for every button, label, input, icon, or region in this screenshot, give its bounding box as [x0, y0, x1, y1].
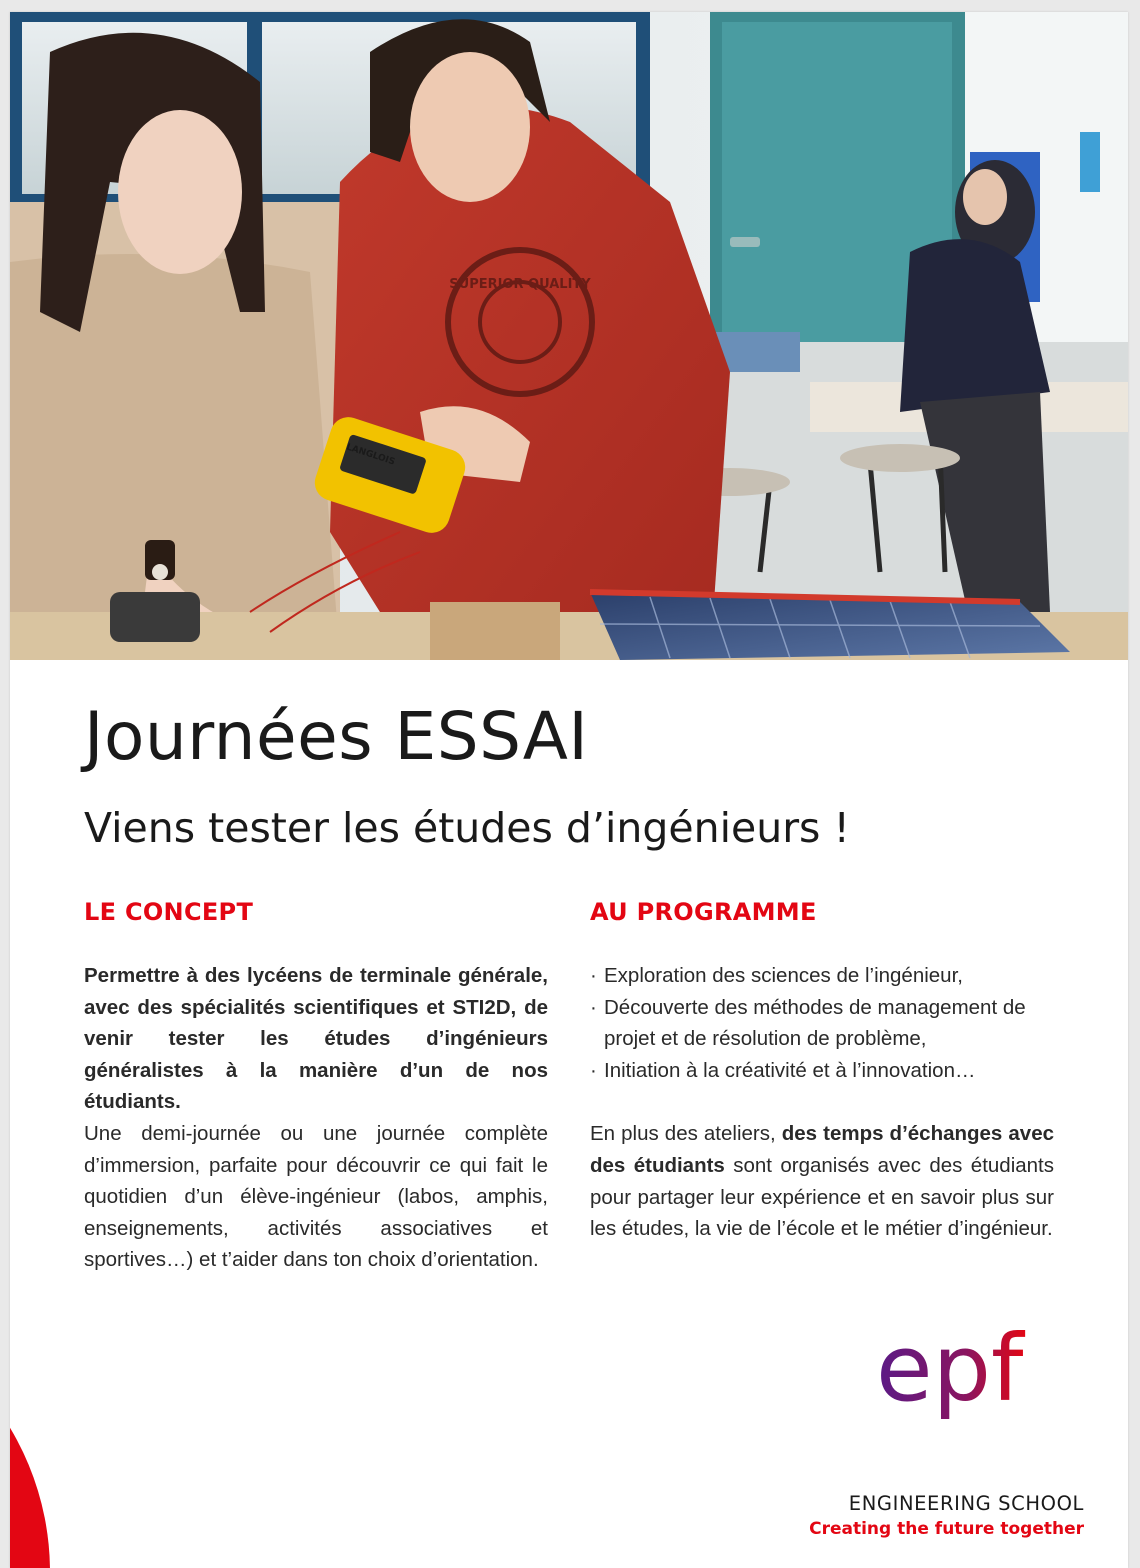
- flyer-page: [10, 12, 1128, 1568]
- programme-extra-bold: des temps d’échanges avec des étudiants: [590, 1122, 1054, 1177]
- footer-tagline: [809, 1492, 1084, 1539]
- programme-item: · Découverte des méthodes de management de projet et de résolution de problème,: [590, 992, 1054, 1055]
- page-subtitle: Viens tester les études d’ingénieurs !: [84, 804, 850, 852]
- programme-item: · Exploration des sciences de l’ingénieur,: [590, 960, 1054, 992]
- programme-extra-after: sont organisés avec des étudiants pour partager leur expérience et en savoir plus sur les études, la vie de l’école et le métier d’ingénieur.: [590, 1153, 1055, 1241]
- epf-logo-text: epf: [876, 1330, 1024, 1422]
- programme-item: · Initiation à la créativité et à l’innovation…: [590, 1055, 1054, 1087]
- concept-section: [84, 898, 548, 1276]
- robot-wheel: [110, 592, 200, 642]
- programme-extra-before: En plus des ateliers,: [590, 1122, 782, 1146]
- programme-heading: AU PROGRAMME: [590, 898, 817, 926]
- school-label: ENGINEERING SCHOOL: [848, 1492, 1084, 1515]
- programme-section: [590, 898, 1054, 1245]
- page-title: Journées ESSAI: [84, 698, 589, 775]
- school-slogan: Creating the future together: [809, 1519, 1084, 1539]
- hero-photo: [10, 12, 1128, 660]
- concept-heading: LE CONCEPT: [84, 898, 254, 926]
- multimeter-brand: LANGLOIS: [344, 442, 397, 468]
- concept-body: Une demi-journée ou une journée complète d’immersion, parfaite pour découvrir ce qui fait le quotidien d’un élève-ingénieur (labos, amphis, enseignements, activités associatives et sportives…) et t’aider dans ton choix d’orientation.: [84, 1121, 548, 1272]
- programme-list: [590, 960, 1054, 1086]
- student-left-face: [118, 110, 242, 274]
- programme-extra: [590, 1118, 1054, 1244]
- hero-photo-illustration: [10, 12, 1128, 660]
- decorative-red-arc: [10, 1292, 50, 1568]
- concept-lead: Permettre à des lycéens de terminale générale, avec des spécialités scientifiques et STI2D, de venir tester les études d’ingénieurs généralistes à la manière d’un de nos étudiants.: [84, 964, 548, 1114]
- student-right-face: [410, 52, 530, 202]
- epf-logo: [876, 1330, 1056, 1440]
- hoodie-text: SUPERIOR QUALITY: [449, 277, 591, 292]
